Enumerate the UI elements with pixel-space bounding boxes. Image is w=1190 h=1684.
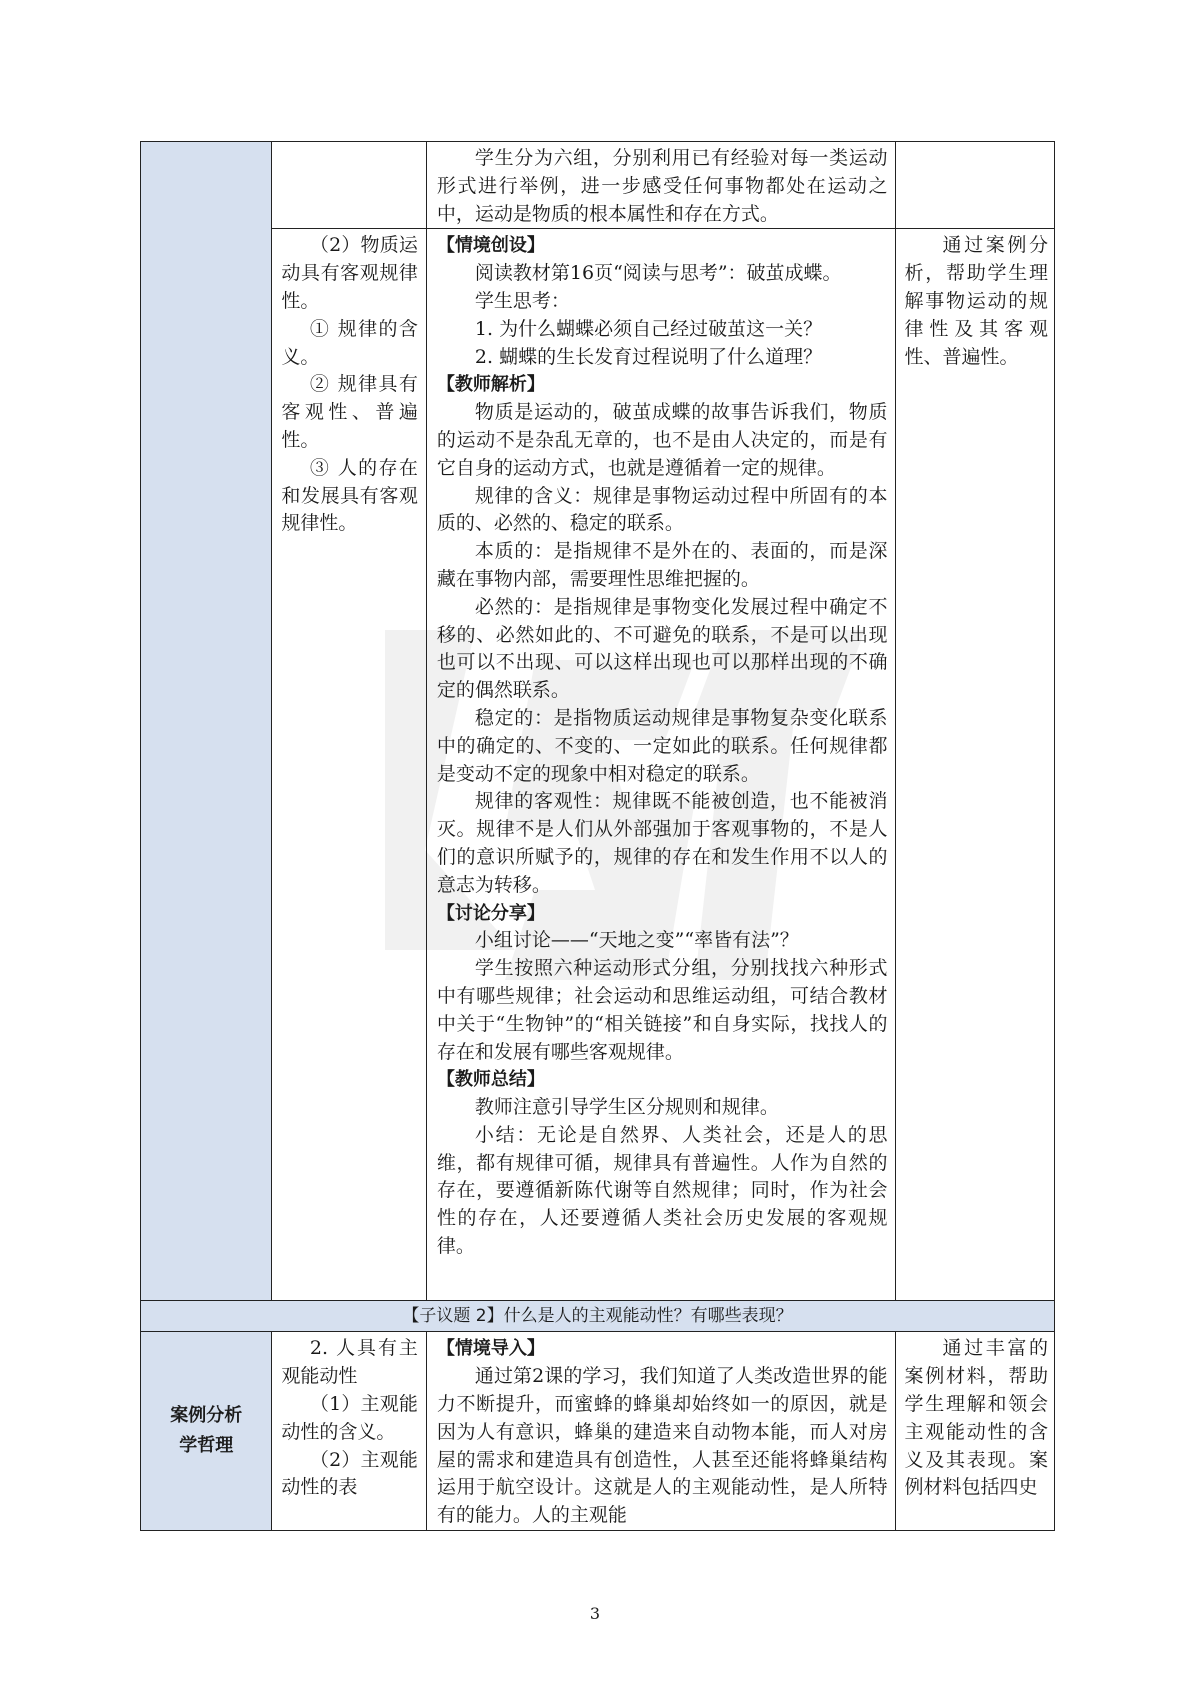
activity-paragraph: 通过第2课的学习，我们知道了人类改造世界的能力不断提升，而蜜蜂的蜂巢却始终如一的原因，就是因为人有意识，蜂巢的建造来自动物本能，而人对房屋的需求和建造具有创造性，人甚至还能将蜂巢结构运用于航空设计。这就是人的主观能动性，是人所特有的能力。人的主观能 bbox=[436, 1365, 888, 1527]
content-cell bbox=[272, 1332, 427, 1531]
table-row bbox=[141, 142, 1055, 229]
content-item: ① 规律的含义。 bbox=[281, 317, 418, 368]
content-item: （2）主观能动性的表 bbox=[281, 1448, 418, 1499]
section-heading: 【教师总结】 bbox=[436, 1069, 545, 1091]
method-cell bbox=[141, 142, 272, 1301]
intent-text: 通过丰富的案例材料，帮助学生理解和领会主观能动性的含义及其表现。案例材料包括四史 bbox=[904, 1337, 1048, 1499]
activity-paragraph: 小结：无论是自然界、人类社会，还是人的思维，都有规律可循，规律具有普遍性。人作为自然的存在，要遵循新陈代谢等自然规律；同时，作为社会性的存在，人还要遵循人类社会历史发展的客观规律。 bbox=[436, 1123, 888, 1258]
activity-paragraph: 物质是运动的，破茧成蝶的故事告诉我们，物质的运动不是杂乱无章的，也不是由人决定的，而是有它自身的运动方式，也就是遵循着一定的规律。 bbox=[436, 401, 888, 479]
activity-paragraph: 稳定的：是指物质运动规律是事物复杂变化联系中的确定的、不变的、一定如此的联系。任何规律都是变动不定的现象中相对稳定的联系。 bbox=[436, 706, 888, 785]
sub-topic-banner: 【子议题 2】什么是人的主观能动性？有哪些表现？ bbox=[141, 1301, 1055, 1332]
table-row bbox=[141, 1332, 1055, 1531]
lesson-plan-table bbox=[140, 141, 1055, 1531]
activity-paragraph: 规律的客观性：规律既不能被创造，也不能被消灭。规律不是人们从外部强加于客观事物的，不是人们的意识所赋予的，规律的存在和发生作用不以人的意志为转移。 bbox=[436, 790, 888, 896]
intent-text: 通过案例分析，帮助学生理解事物运动的规律性及其客观性、普遍性。 bbox=[904, 234, 1048, 368]
activity-paragraph: 学生分为六组，分别利用已有经验对每一类运动形式进行举例，进一步感受任何事物都处在运动之中，运动是物质的根本属性和存在方式。 bbox=[436, 147, 888, 225]
activity-paragraph: 1. 为什么蝴蝶必须自己经过破茧这一关？ bbox=[474, 317, 823, 340]
page-number: 3 bbox=[589, 1604, 601, 1623]
activity-paragraph: 教师注意引导学生区分规则和规律。 bbox=[474, 1096, 779, 1119]
content-cell bbox=[272, 229, 427, 1301]
activity-paragraph: 2. 蝴蝶的生长发育过程说明了什么道理？ bbox=[474, 345, 823, 368]
table-row bbox=[141, 229, 1055, 1301]
content-item: ② 规律具有客观性、普遍性。 bbox=[281, 373, 418, 451]
activity-paragraph: 规律的含义：规律是事物运动过程中所固有的本质的、必然的、稳定的联系。 bbox=[436, 484, 888, 535]
activity-cell bbox=[426, 142, 896, 229]
intent-cell bbox=[896, 229, 1055, 1301]
table-row bbox=[141, 1301, 1055, 1332]
activity-paragraph: 学生按照六种运动形式分组，分别找找六种形式中有哪些规律；社会运动和思维运动组，可结合教材中关于“生物钟”的“相关链接”和自身实际，找找人的存在和发展有哪些客观规律。 bbox=[436, 957, 888, 1063]
activity-paragraph: 小组讨论——“天地之变”“率皆有法”？ bbox=[474, 929, 799, 952]
section-heading: 【情境创设】 bbox=[436, 235, 545, 257]
intent-cell bbox=[896, 1332, 1055, 1531]
section-heading: 【教师解析】 bbox=[436, 374, 545, 396]
activity-cell bbox=[426, 1332, 896, 1531]
activity-paragraph: 本质的：是指规律不是外在的、表面的，而是深藏在事物内部，需要理性思维把握的。 bbox=[436, 540, 888, 590]
activity-cell bbox=[426, 229, 896, 1301]
method-label: 学哲理 bbox=[179, 1435, 234, 1457]
content-item: 2. 人具有主观能动性 bbox=[281, 1337, 418, 1388]
content-item: （1）主观能动性的含义。 bbox=[281, 1392, 418, 1443]
content-cell bbox=[272, 142, 427, 229]
activity-paragraph: 阅读教材第16页“阅读与思考”：破茧成蝶。 bbox=[474, 262, 842, 285]
activity-paragraph: 必然的：是指规律是事物变化发展过程中确定不移的、必然如此的、不可避免的联系，不是可以出现也可以不出现、可以这样出现也可以那样出现的不确定的偶然联系。 bbox=[436, 595, 888, 702]
intent-cell bbox=[896, 142, 1055, 229]
activity-paragraph: 学生思考： bbox=[474, 289, 570, 312]
method-label: 案例分析 bbox=[170, 1405, 243, 1427]
section-heading: 【情境导入】 bbox=[436, 1338, 545, 1360]
method-cell bbox=[141, 1332, 272, 1531]
content-item: ③ 人的存在和发展具有客观规律性。 bbox=[281, 456, 418, 535]
content-item: （2）物质运动具有客观规律性。 bbox=[281, 234, 418, 312]
section-heading: 【讨论分享】 bbox=[436, 902, 545, 924]
